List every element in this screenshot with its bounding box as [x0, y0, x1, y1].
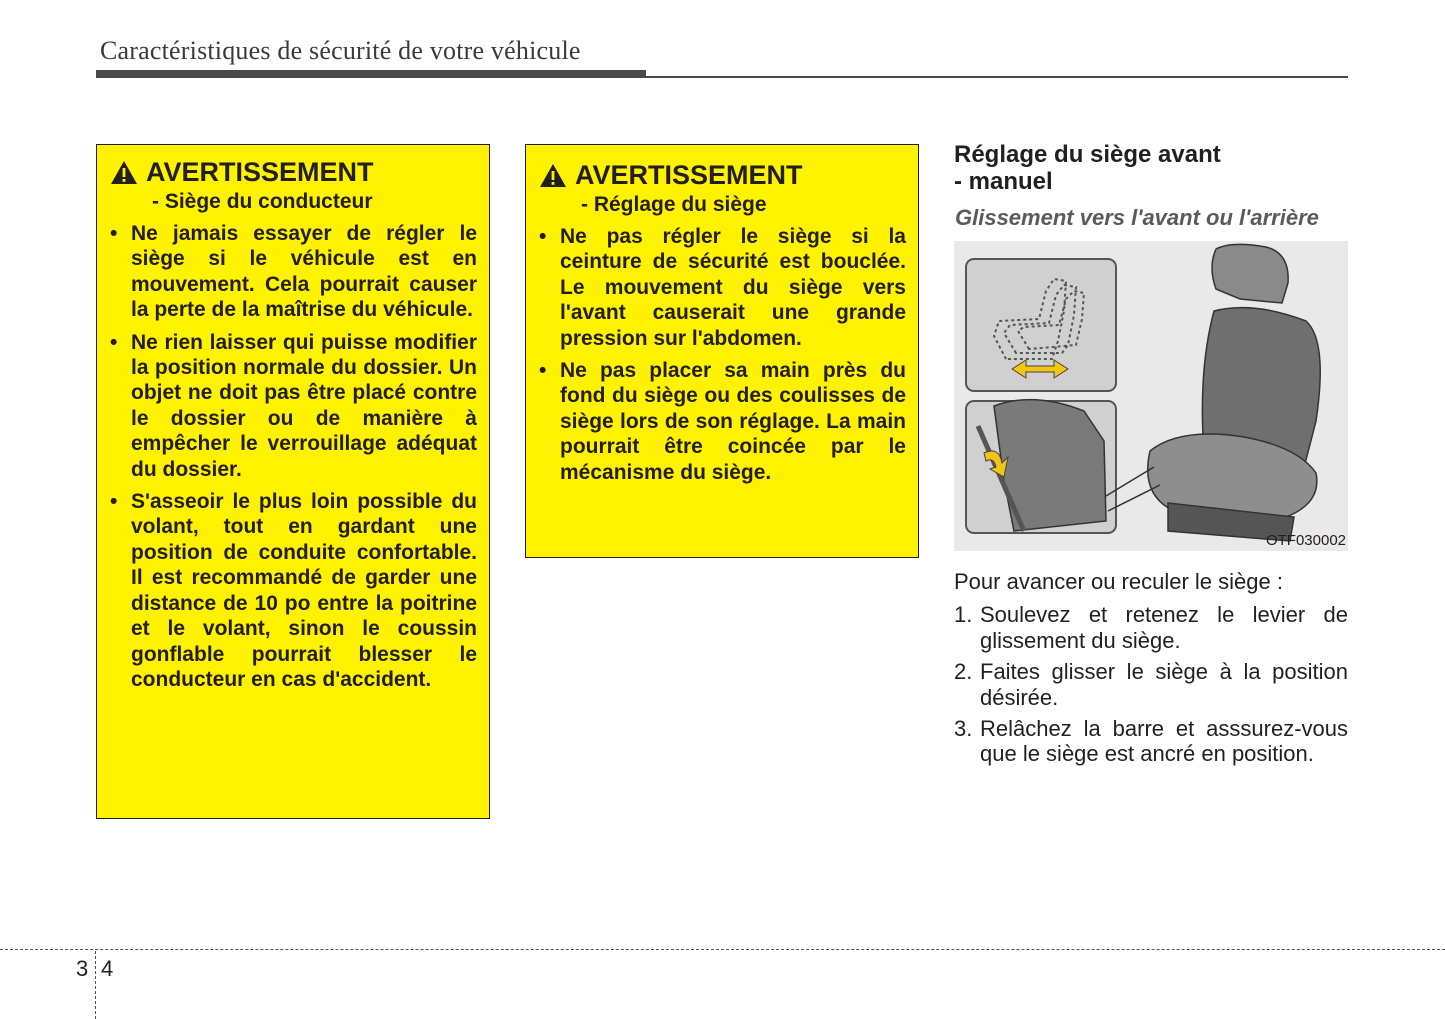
instructions-intro: Pour avancer ou reculer le siège :: [954, 569, 1283, 594]
instruction-step: [954, 716, 1348, 767]
instructions: [954, 569, 1348, 773]
step-text: Faites glisser le siège à la position désirée.: [980, 659, 1348, 710]
header-rule-thin: [96, 76, 1348, 78]
warning-heading: [539, 160, 906, 190]
section-title: [954, 141, 1344, 195]
page-header-title: Caractéristiques de sécurité de votre véhicule: [100, 36, 581, 65]
step-text: Relâchez la barre et asssurez-vous que le siège est ancré en position.: [980, 716, 1348, 767]
warning-list: [110, 221, 477, 692]
warning-list-item: • Ne jamais essayer de régler le siège si le véhicule est en mouvement. Cela pourrait causer la perte de la maîtrise du véhicule.: [110, 221, 477, 323]
chapter-number: 3: [76, 956, 89, 981]
step-number: 1.: [954, 602, 973, 628]
section-subtitle: Glissement vers l'avant ou l'arrière: [955, 205, 1319, 230]
warning-triangle-icon: [110, 160, 138, 185]
instruction-step: [954, 602, 1348, 653]
step-number: 3.: [954, 716, 973, 742]
warning-list-item: • Ne rien laisser qui puisse modifier la position normale du dossier. Un objet ne doit pas être placé contre le dossier ou de manière à empêcher le verrouillage adéquat du dossier.: [110, 330, 477, 482]
warning-subheading: - Réglage du siège: [581, 193, 767, 216]
warning-heading-text: AVERTISSEMENT: [575, 160, 803, 190]
warning-box-seat-adjustment: [525, 144, 919, 558]
warning-heading: [110, 157, 477, 187]
warning-list: [539, 224, 906, 485]
step-number: 2.: [954, 659, 973, 685]
instruction-steps: [954, 602, 1348, 766]
figure-code: OTF030002: [1265, 532, 1346, 549]
warning-subheading: - Siège du conducteur: [152, 190, 373, 213]
warning-heading-text: AVERTISSEMENT: [146, 157, 374, 187]
page-number: 4: [101, 956, 114, 981]
step-text: Soulevez et retenez le levier de glissement du siège.: [980, 602, 1348, 653]
warning-list-item: • S'asseoir le plus loin possible du volant, tout en gardant une position de conduite confortable. Il est recommandé de garder une distance de 10 po entre la poitrine et le volant, sinon le coussin gonflable pourrait blesser le conducteur en cas d'accident.: [110, 489, 477, 692]
footer-dashed-divider: [95, 951, 96, 1019]
seat-illustration-drawing: [954, 241, 1348, 551]
instruction-step: [954, 659, 1348, 710]
section-title-line1: Réglage du siège avant: [954, 141, 1221, 168]
section-title-line2: - manuel: [954, 168, 1053, 195]
warning-box-driver-seat: [96, 144, 490, 819]
warning-list-item: • Ne pas régler le siège si la ceinture de sécurité est bouclée. Le mouvement du siège vers l'avant causerait une grande pression sur l'abdomen.: [539, 224, 906, 351]
seat-slide-illustration: [954, 241, 1348, 551]
warning-list-item: • Ne pas placer sa main près du fond du siège ou des coulisses de siège lors de son réglage. La main pourrait être coincée par le mécanisme du siège.: [539, 358, 906, 485]
warning-triangle-icon: [539, 163, 567, 188]
footer-dashed-rule: [0, 949, 1445, 950]
